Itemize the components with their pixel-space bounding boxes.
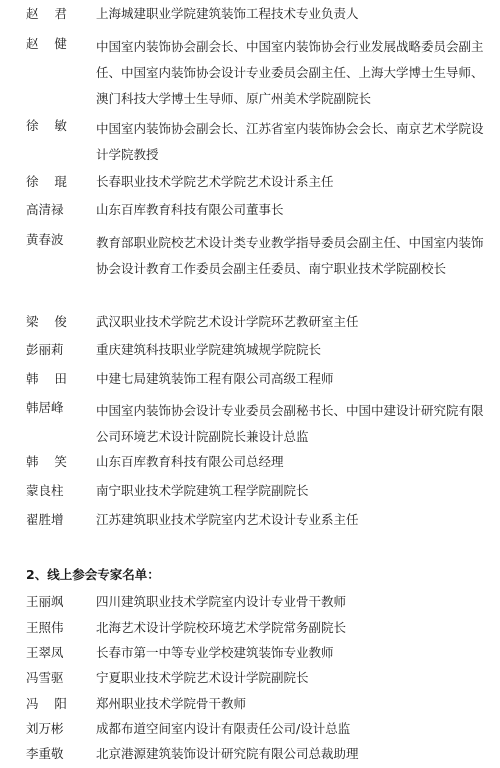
expert-name: 王照伟 <box>26 620 64 635</box>
expert-title: 武汉职业技术学院艺术设计学院环艺教研室主任 <box>96 314 359 329</box>
expert-title: 北京港源建筑装饰设计研究院有限公司总裁助理 <box>96 746 359 761</box>
expert-title: 中国室内装饰协会设计专业委员会副秘书长、中国中建设计研究院有限公司环境艺术设计院副院长兼设计总监 <box>96 403 484 444</box>
expert-name: 翟胜增 <box>26 512 64 527</box>
expert-name: 高清禄 <box>26 202 64 217</box>
expert-title: 山东百库教育科技有限公司总经理 <box>96 454 284 469</box>
expert-name: 冯 阳 <box>26 696 67 711</box>
expert-title: 中国室内装饰协会副会长、中国室内装饰协会行业发展战略委员会副主任、中国室内装饰协会设计专业委员会副主任、上海大学博士生导师、澳门科技大学博士生导师、原广州美术学院副院长 <box>96 39 484 106</box>
expert-name: 黄春波 <box>26 232 64 247</box>
expert-title: 成都布道空间室内设计有限责任公司/设计总监 <box>96 721 351 736</box>
expert-name: 赵 健 <box>26 36 67 51</box>
section-heading: 2、线上参会专家名单： <box>26 567 160 582</box>
expert-title: 长春职业技术学院艺术学院艺术设计系主任 <box>96 174 334 189</box>
expert-name: 韩 田 <box>26 371 67 386</box>
expert-name: 王翠凤 <box>26 645 64 660</box>
expert-name: 赵 君 <box>26 6 67 21</box>
expert-name: 徐 敏 <box>26 118 67 133</box>
expert-name: 韩居峰 <box>26 400 64 415</box>
expert-title: 教育部职业院校艺术设计类专业教学指导委员会副主任、中国室内装饰协会设计教育工作委员会副主任委员、南宁职业技术学院副校长 <box>96 235 484 276</box>
expert-name: 蒙良柱 <box>26 483 64 498</box>
expert-name: 李重敬 <box>26 746 64 761</box>
expert-title: 重庆建筑科技职业学院建筑城规学院院长 <box>96 342 322 357</box>
expert-title: 上海城建职业学院建筑装饰工程技术专业负责人 <box>96 6 359 21</box>
expert-title: 山东百库教育科技有限公司董事长 <box>96 202 284 217</box>
expert-title: 中国室内装饰协会副会长、江苏省室内装饰协会会长、南京艺术学院设计学院教授 <box>96 121 484 162</box>
expert-name: 彭丽莉 <box>26 342 64 357</box>
expert-name: 王丽飒 <box>26 594 64 609</box>
expert-title: 宁夏职业技术学院艺术设计学院副院长 <box>96 670 309 685</box>
expert-title: 中建七局建筑装饰工程有限公司高级工程师 <box>96 371 334 386</box>
expert-name: 冯雪驱 <box>26 670 64 685</box>
expert-title: 江苏建筑职业技术学院室内艺术设计专业系主任 <box>96 512 359 527</box>
expert-title: 南宁职业技术学院建筑工程学院副院长 <box>96 483 309 498</box>
expert-name: 刘万彬 <box>26 721 64 736</box>
expert-name: 梁 俊 <box>26 314 67 329</box>
expert-name: 韩 笑 <box>26 454 67 469</box>
expert-title: 四川建筑职业技术学院室内设计专业骨干教师 <box>96 594 347 609</box>
expert-title: 郑州职业技术学院骨干教师 <box>96 696 247 711</box>
expert-title: 长春市第一中等专业学校建筑装饰专业教师 <box>96 645 334 660</box>
expert-name: 徐 琨 <box>26 174 67 189</box>
expert-title: 北海艺术设计学院校环境艺术学院常务副院长 <box>96 620 347 635</box>
